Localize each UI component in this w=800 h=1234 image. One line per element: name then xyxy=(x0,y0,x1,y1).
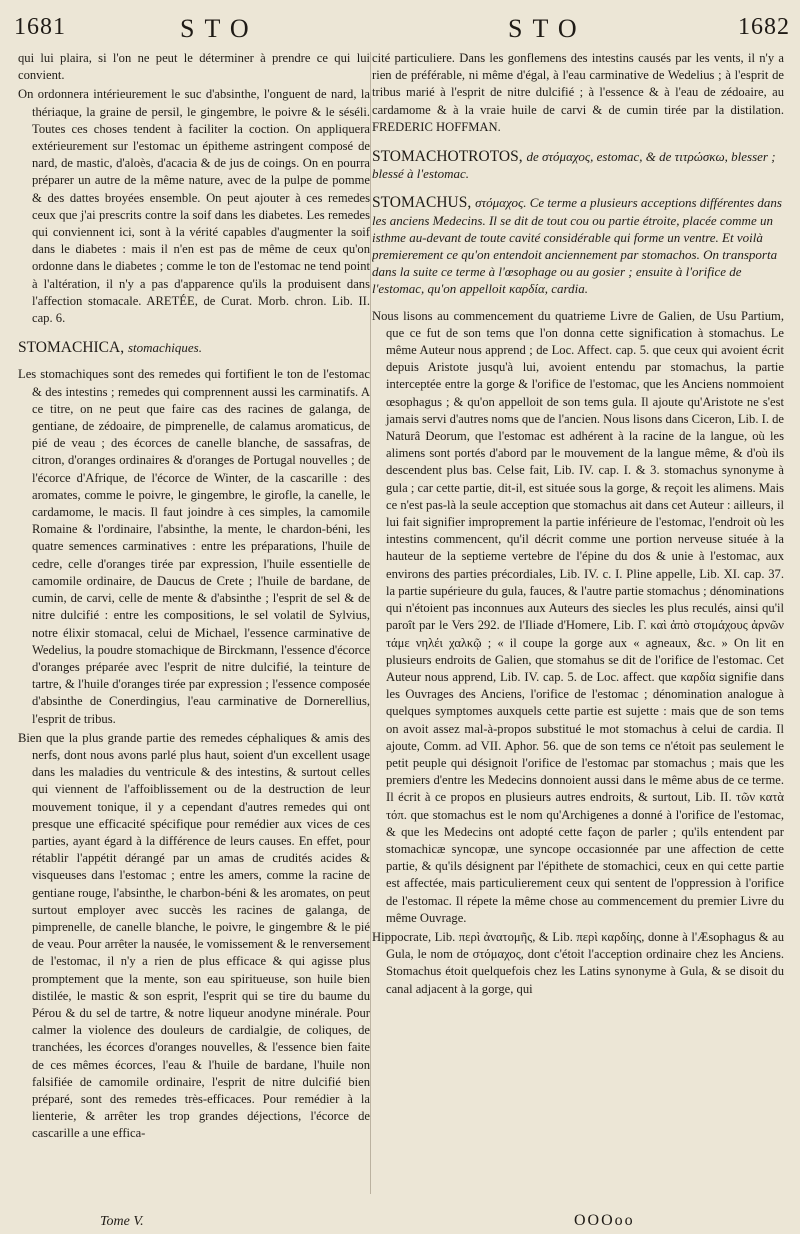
page-number-left: 1681 xyxy=(14,14,66,40)
body-paragraph: cité particuliere. Dans les gonflemens des intestins causés par les vents, il n'y a rien de préférable, ni même d'égal, à l'eau carminative de Wedelius ; à l'esprit de tribus marié à l'esprit de nitre dulcifié ; à l'essence & à l'eau de zédoaire, au cardamome & à la vraie huile de carvi & de cumin tirée par la distilation. FREDERIC HOFFMAN. xyxy=(372,51,784,134)
body-paragraph: Hippocrate, Lib. περὶ ἀνατομῆς, & Lib. περὶ καρδίης, donne à l'Æsophagus & au Gula, le nom de στόμαχος, dont c'étoit l'acception ordinaire chez les Anciens. Stomachus étoit quelquefois chez les Latins synonyme à Gula, & se disoit du canal adjacent à la gorge, qui xyxy=(372,929,784,996)
entry-headword: STOMACHUS, xyxy=(372,194,472,212)
body-paragraph: Les stomachiques sont des remedes qui fortifient le ton de l'estomac & des intestins ; remedes qui comprennent aussi les carminatifs. A ce titre, on ne peut que faire cas des racines de galanga, de gentiane, de zédoaire, de pimprenelle, de calamus aromaticus, de pié de veau ; des écorces de canelle blanche, de sassafras, de citron, d'oranges ordinaires & d'oranges de Portugal nouvelles ; de l'écorce d'Afrique, de l'écorce de Winter, de la cascarille : des aromates, comme le poivre, le gingembre, le girofle, la canelle, le cardamome, le macis. Il faut joindre à ces simples, la camomile Romaine & l'ordinaire, l'absinthe, la mente, le chardon-béni, les quatre semences carminatives : entre les préparations, l'huile de cedre, celle d'oranges tirée par expression, l'huile essentielle de camomile ordinaire, de Daucus de Crete ; l'huile de bardane, de cumin, de carvi, celle de mente & d'absinthe ; l'esprit de sel & de nitre dulcifié : entre les compositions, le sel volatil de Sylvius, notre élixir stomacal, celui de Michael, l'essence carminative de Wedelius, la poudre stomachique de Birckmann, l'essence d'écorce d'oranges préparée avec l'esprit de nitre dulcifié, la teinture de tartre, & l'huile d'oranges tirée par expression ; l'essence composée d'absinthe de Conerdingius, l'eau carminative de Dornerellius, l'esprit de tribus. xyxy=(18,367,370,726)
entry-heading xyxy=(372,194,784,297)
body-paragraph: On ordonnera intérieurement le suc d'absinthe, l'onguent de nard, la thériaque, la graine de persil, le gingembre, le poivre & le séséli. Toutes ces choses tendent à faciliter la coction. On appliquera extérieurement sur l'estomac un épitheme astringent composé de nard, de mastic, d'aloès, d'acacia & de jus de coings. On en pourra préparer un autre de la même nature, avec de la pulpe de pomme & des dattes broyées ensemble. On peut ajouter à ces remedes ceux que j'ai prescrits contre la soif dans les diabetes. Les remedes qui conviennent ici, sont à la vérité capables d'augmenter la soif dans le diabetes : mais il n'en est pas de même de ceux qu'on ordonne dans le diabetes ; comme le ton de l'estomac ne tend point à l'altération, il n'y a pas d'apparence qu'ils la produisent dans l'affection stomacale. ARETÉE, de Curat. Morb. chron. Lib. II. cap. 6. xyxy=(18,87,370,326)
entry-heading xyxy=(18,339,370,356)
entry-gloss: de στόμαχος, estomac, & de τιτρώσκω, blesser ; blessé à l'estomac. xyxy=(372,149,776,182)
body-paragraph: qui lui plaira, si l'on ne peut le déterminer à prendre ce qui lui convient. xyxy=(18,51,370,83)
right-column xyxy=(372,50,784,1204)
volume-label: Tome V. xyxy=(100,1214,144,1229)
body-paragraph: Bien que la plus grande partie des remedes céphaliques & amis des nerfs, dont nous avons parlé plus haut, soient d'un excellent usage dans les maladies du ventricule & des intestins, & surtout celles qui viennent de l'affoiblissement ou de la destruction de leur mouvement tonique, il y a cependant d'autres remedes qui ont presque une efficacité spécifique pour remédier aux vices de ces parties, ayant égard à la différence de leurs causes. En effet, pour rétablir l'appétit dérangé par un amas de crudités acides & visqueuses dans l'estomac ; entre les amers, comme la racine de gentiane rouge, l'absinthe, le charbon-béni & les aromates, on peut surtout employer avec succès les racines de galanga, de pimprenelle, de canelle blanche, le poivre, le gingembre & le pié de veau. Pour arrêter la nausée, le vomissement & le renversement de l'estomac, il n'y a rien de plus efficace & qui agisse plus promptement que la mente, son eau spiritueuse, son huile bien distilée, le mastic & son esprit, l'esprit qui se tire du baume du Pérou & du sel de tartre, & notre liqueur anodyne minérale. Pour calmer la violence des douleurs de cardialgie, de coliques, de tranchées, les écorces d'oranges nouvelles, & l'essence bien faite de ces mêmes écorces, l'eau & l'huile de bardane, l'huile non falsifiée de camomile ordinaire, l'esprit de nitre dulcifié bien préparé, sont des remedes très-efficaces. Pour remédier à la lienterie, & arrêter les trop grandes déjections, l'écorce de cascarille a une effica- xyxy=(18,730,370,1141)
entry-heading xyxy=(372,148,784,182)
page-number-right: 1682 xyxy=(738,14,790,40)
entry-gloss: stomachiques. xyxy=(127,340,202,356)
column-divider xyxy=(370,52,371,1194)
running-header xyxy=(14,14,790,50)
body-paragraph: Nous lisons au commencement du quatrieme Livre de Galien, de Usu Partium, que ce fut de son tems que l'on donna cette signification à stomachus. Le même Auteur nous apprend ; de Loc. Affect. cap. 5. que ceux qui avoient écrit depuis Aristote jusqu'à lui, avoient entendu par stomachus, la partie interceptée entre la gorge & l'orifice de l'estomac, que les Anciens nommoient œsophagus ; & qu'on appelloit de son tems gula. Il ajoute qu'Aristote ne s'est jamais servi d'autres noms que de l'ancien. Nous lisons dans Ciceron, Lib. I. de Naturâ Deorum, que l'estomac est adhérent à la racine de la langue, où les alimens sont portés d'abord par le mouvement de la langue même, & d'où ils descendent plus bas. Celse fait, Lib. IV. cap. I. & 3. stomachus synonyme à gula ; car cette partie, dit-il, est située sous la gorge, & reçoit les alimens. Mais ce n'est pas-là la seule acception que stomachus ait dans cet Auteur : ailleurs, il lui fait signifier improprement la partie inférieure de l'estomac, l'endroit où les intestins commencent, qu'il décrit comme une portion nerveuse située à la hauteur de la septieme vertebre de l'épine du dos & unie à l'estomac, aux environs des parties précordiales, Lib. IV. c. I. Pline appelle, Lib. XI. cap. 37. la partie supérieure du gula, fauces, & l'autre partie stomachus ; dénominations qui n'étoient pas inconnues aux Auteurs des siecles les plus reculés, ainsi qu'il paroît par le Vers 292. de l'Iliade d'Homere, Lib. Γ. καὶ ἀπὸ στομάχους ἀρνῶν τάμε νηλέι χαλκῷ ; « il coupe la gorge aux « agneaux, &c. » On lit en plusieurs endroits de Galien, que stomahus se dit de l'orifice de l'estomac. Cet Auteur nous apprend, Lib. IV. cap. 5. de Loc. affect. que καρδία signifie dans les Ouvrages des Anciens, l'orifice de l'estomac ; dénomination analogue à quelques symptomes auxquels cette partie est sujette : mais que de son tems on avoit assez mal-à-propos substitué le mot stomachus à celui de cardia. Il ajoute, Comm. ad VII. Aphor. 56. que de son tems ce n'étoit pas seulement le petit peuple qui désignoit l'orifice de l'estomac par stomachus ; mais que les premiers d'entre les Medecins donnoient aussi dans le même abus de ce terme. Il écrit à ce propos en plusieurs autres endroits, & surtout, Lib. II. τῶν κατὰ τόπ. que stomachus est le nom qu'Archigenes a donné à l'orifice de l'estomac, & que les Medecins ont adopté cette façon de parler ; qu'ils entendent par stomachicæ syncopæ, une syncope occasionnée par une affection de cette partie, & qu'ils désignent par l'épithete de stomachici, ceux en qui cette partie est affectée, mais particulierement ceux qui sentent de l'oppression à l'orifice de l'estomac. Il répete la même chose au commencement du premier Livre du même Ouvrage. xyxy=(372,308,784,925)
entry-headword: STOMACHOTROTOS, xyxy=(372,148,523,166)
running-head-left: STO xyxy=(180,14,259,43)
entry-gloss: στόμαχος. Ce terme a plusieurs acceptions différentes dans les anciens Medecins. Il se dit de tout cou ou partie étroite, placée comme un isthme au-devant de toute cavité considérable qui forme un ventre. Et voilà premierement ce qu'on entendoit anciennement par stomachos. On transporta dans la suite ce terme à l'œsophage ou au gosier ; ensuite à l'orifice de l'estomac, qu'on appelloit καρδία, cardia. xyxy=(372,195,782,297)
left-column xyxy=(18,50,370,1204)
entry-headword: STOMACHICA, xyxy=(18,339,125,357)
running-head-right: STO xyxy=(508,14,587,43)
signature-mark: OOOoo xyxy=(574,1212,635,1229)
